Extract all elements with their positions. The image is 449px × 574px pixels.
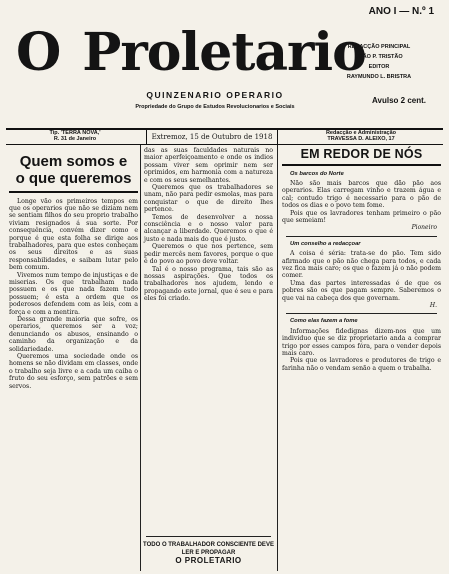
paragraph: das as suas faculdades naturais no maior aperfeiçoamento e onde os indios possam viver sem oprimir nem ser oprimidos, em harmonia com a natureza e com os seus semelhantes.: [144, 147, 273, 184]
section-body: [282, 171, 441, 373]
article-headline: Quem somos e o que queremos: [15, 153, 132, 187]
newspaper-subtitle: QUINZENARIO OPERARIO: [146, 90, 284, 100]
column-rule: [277, 145, 278, 571]
paragraph: Pois que os lavradores e produtores de trigo e farinha não o vendam senão a quem o trabalha.: [282, 357, 441, 372]
article-body-continued: [144, 147, 273, 303]
column-3: [280, 145, 443, 571]
signature: Pioneiro: [411, 224, 437, 232]
newspaper-logo: [16, 18, 366, 88]
paragraph: Informações fidedignas dizem-nos que um individuo que se diz proprietario anda a comprar trigo por esses campos fóra, para o vender depois mais caro.: [282, 327, 441, 358]
column-1: [7, 145, 140, 571]
logo-name: Proletario: [82, 22, 366, 83]
issue-number: ANO I — N.º 1: [368, 6, 434, 17]
footer-line: TODO O TRABALHADOR CONSCIENTE DEVE LER E PROPAGAR: [143, 542, 274, 556]
paragraph: A coisa é séria: trata-se do pão. Tem sido afirmado que o pão não chega para todos, e cada vez fica mais caro; os que o fazem já o não podem comer.: [282, 250, 441, 280]
newspaper-owner: Propriedade do Grupo de Estudos Revolucionarios e Sociais: [135, 104, 295, 110]
issue-date: Extremoz, 15 de Outubro de 1918: [146, 130, 278, 144]
masthead: [8, 4, 440, 126]
subsection-title: Os barcos do Norte: [290, 170, 344, 177]
paragraph: Pois que os lavradores tenham primeiro o pão que semeiam!: [282, 209, 441, 224]
paragraph: Queremos uma sociedade onde os homens se não dividam em classes, onde o trabalho seja livre e a cada um caiba o fruto do seu esforço, sem patrões e sem servos.: [9, 353, 138, 390]
date-band: [6, 128, 443, 145]
paragraph: Longe vão os primeiros tempos em que os operarios que não se diziam nem se sentiam filhos do seu proprio trabalho viviam resignados á sua sorte. Por consequência, convém dizer como e porque é que esta folha se dirige aos trabalhadores, para que estes conheçam os seus direitos e as suas responsabilidades, e saibam lutar pelo bem comum.: [9, 197, 138, 272]
paragraph: Temos de desenvolver a nossa consciência e o nosso valor para alcançar a liberdade. Queremos o que é justo e nada mais do que é justo.: [144, 213, 273, 243]
paragraph: Não são mais barcos que dão pão aos operarios. Elas carregam vinho e trazem água e cal; contudo trigo é necessario para o pão de todos os dias e o povo tem fome.: [282, 179, 441, 210]
signature: H.: [429, 302, 437, 309]
info-line: REDACÇÃO PRINCIPAL: [347, 44, 411, 50]
price: Avulso 2 cent.: [372, 96, 426, 105]
administration-info: Redacção e Administração TRAVESSA D. ALEIXO, 17: [325, 130, 397, 142]
paragraph: Tal é o nosso programa, tais são as nossas aspirações. Que todos os trabalhadores nos ajudem, lendo e propagando este jornal, que é seu e para eles foi criado.: [144, 265, 273, 303]
headline-rule: [282, 164, 441, 166]
paragraph: Queremos que os trabalhadores se unam, não para pedir esmolas, mas para conquistar o que de direito lhes pertence.: [144, 184, 273, 214]
logo-article: O: [16, 22, 61, 83]
info-line: JOÃO P. TRISTÃO: [355, 54, 403, 60]
headline-rule: [9, 191, 138, 193]
propaganda-footer: [142, 532, 275, 565]
info-line: RAYMUNDO L. BRISTRA: [346, 74, 412, 80]
footer-title: O PROLETARIO: [175, 556, 242, 565]
column-rule: [140, 145, 141, 571]
subsection-title: Um conselho a redacçoar: [290, 240, 361, 247]
paragraph: Vivemos num tempo de injustiças e de miserias. Os que trabalham nada possuem e os que nada fazem tudo possuem; é esta a ordem que os poderosos defendem com as leis, com a força e com a mentira.: [9, 271, 138, 316]
article-body: [9, 198, 138, 391]
info-line: EDITOR: [368, 64, 390, 70]
printer-info: Tip. 'TERRA NOVA,' R. 31 de Janeiro: [49, 130, 101, 142]
subsection-title: Como elas fazem a fome: [290, 318, 358, 325]
column-2: [142, 145, 275, 571]
paragraph: Dessa grande maioria que sofre, os operarios, queremos ser a voz; denunciando os abusos, ensinando o caminho da organização e da solidariedade.: [9, 316, 138, 353]
section-headline: EM REDOR DE NÓS: [300, 147, 423, 161]
editorial-info: [324, 42, 434, 82]
paragraph: Uma das partes interessadas é de que os pobres são os que pagam sempre. Saberemos o que vai na cabeça dos que governam.: [282, 279, 441, 302]
paragraph: Queremos o que nos pertence, sem pedir mercês nem favores, porque o que é do povo ao povo deve voltar.: [144, 243, 273, 266]
